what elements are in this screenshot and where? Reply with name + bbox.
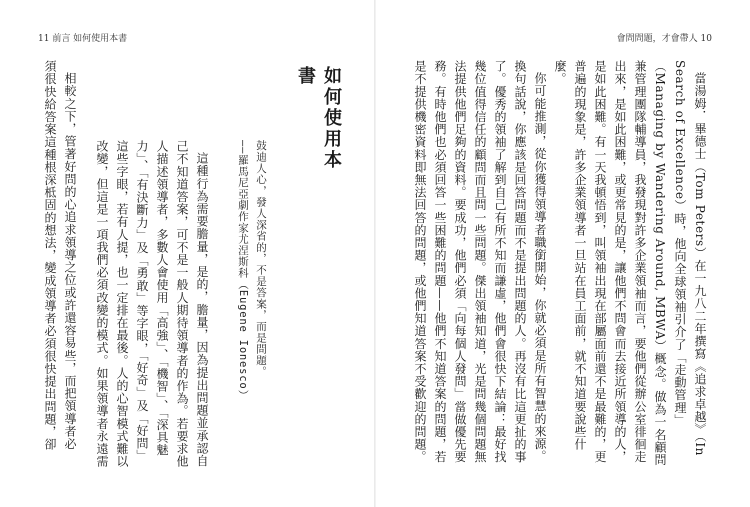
running-header-right: 會問問題，才會帶人 10 [616,34,712,44]
paragraph-2: 你可能推測，從你獲得領導者職銜開始，你就必須是所有智慧的來源。換句話說，你應該是回答問題而不是提出問題的人。再沒有比這更扯的事了。優秀的領袖了解到自己有所不知而謙虛，他們會很快下結論：最好找幾位值得信任的顧問而且問一些問題。傑出領袖知道，光是問幾個問題無法提供他們足夠的資料。要成功，他們必須「向每個人發問」當做優先要務。有時他們也必須回答一些困難的問題——他們不知道答案的問題，若是不提供機密資料即無法回答的問題，或他們知道答案不受歡迎的問題。 [413,60,547,464]
page-gutter [374,0,376,507]
section-title: 如何使用本書 [295,66,342,171]
left-body-main [92,140,212,470]
paragraph-1: 當湯姆．畢德士（Tom Peters）在一九八二年撰寫《追求卓越》（In Search of Excellence）時，他向全球領袖引介了「走動管理」（Managing by Wandering Around, MBWA）概念。做為一名顧問兼管理團隊輔導員，我發現對許多企業領袖而言，要他們從辦公室徘徊走出來，是如此困難，或更常見的是，讓他們不問會而去接近所領導的人，是如此困難。有一天我頓悟到，叫領袖出現在部屬面前還不是最難的，更普遍的現象是，許多企業領導者一旦站在員工面前，就不知道要說些什麼。 [553,60,707,467]
quote-text: 鼓迪人心，發人深省的，不是答案，而是問題。 [255,140,267,378]
quote-attribution: ——羅馬尼亞劇作家尤涅斯科（Eugene Ionesco） [237,140,249,401]
paragraph: 這種行為需要膽量，是的，膽量，因為提出問題並承認自己不知道答案，可不是一般人期待領導者的作為。若要求他人描述領導者，多數人會使用「高強」、「機智」、「深具魅力」、「有決斷力」及「勇敢」等字眼，「好奇」及「好問」這些字眼，若有人提，也一定排在最後。人的心智模式難以改變，但這是一項我們必須改變的模式。如果領導者永遠需 [95,140,209,468]
right-body [390,60,710,470]
epigraph-quote [230,140,270,440]
left-body-intro [40,60,80,460]
running-header-left: 11 前言 如何使用本書 [38,34,128,44]
paragraph: 相較之下，管著好問的心追求領導之位或許還容易些，而把領導者必須很快給答案這種根深柢固的想法，變成領導者必須很快提出問題，卻 [43,60,77,451]
